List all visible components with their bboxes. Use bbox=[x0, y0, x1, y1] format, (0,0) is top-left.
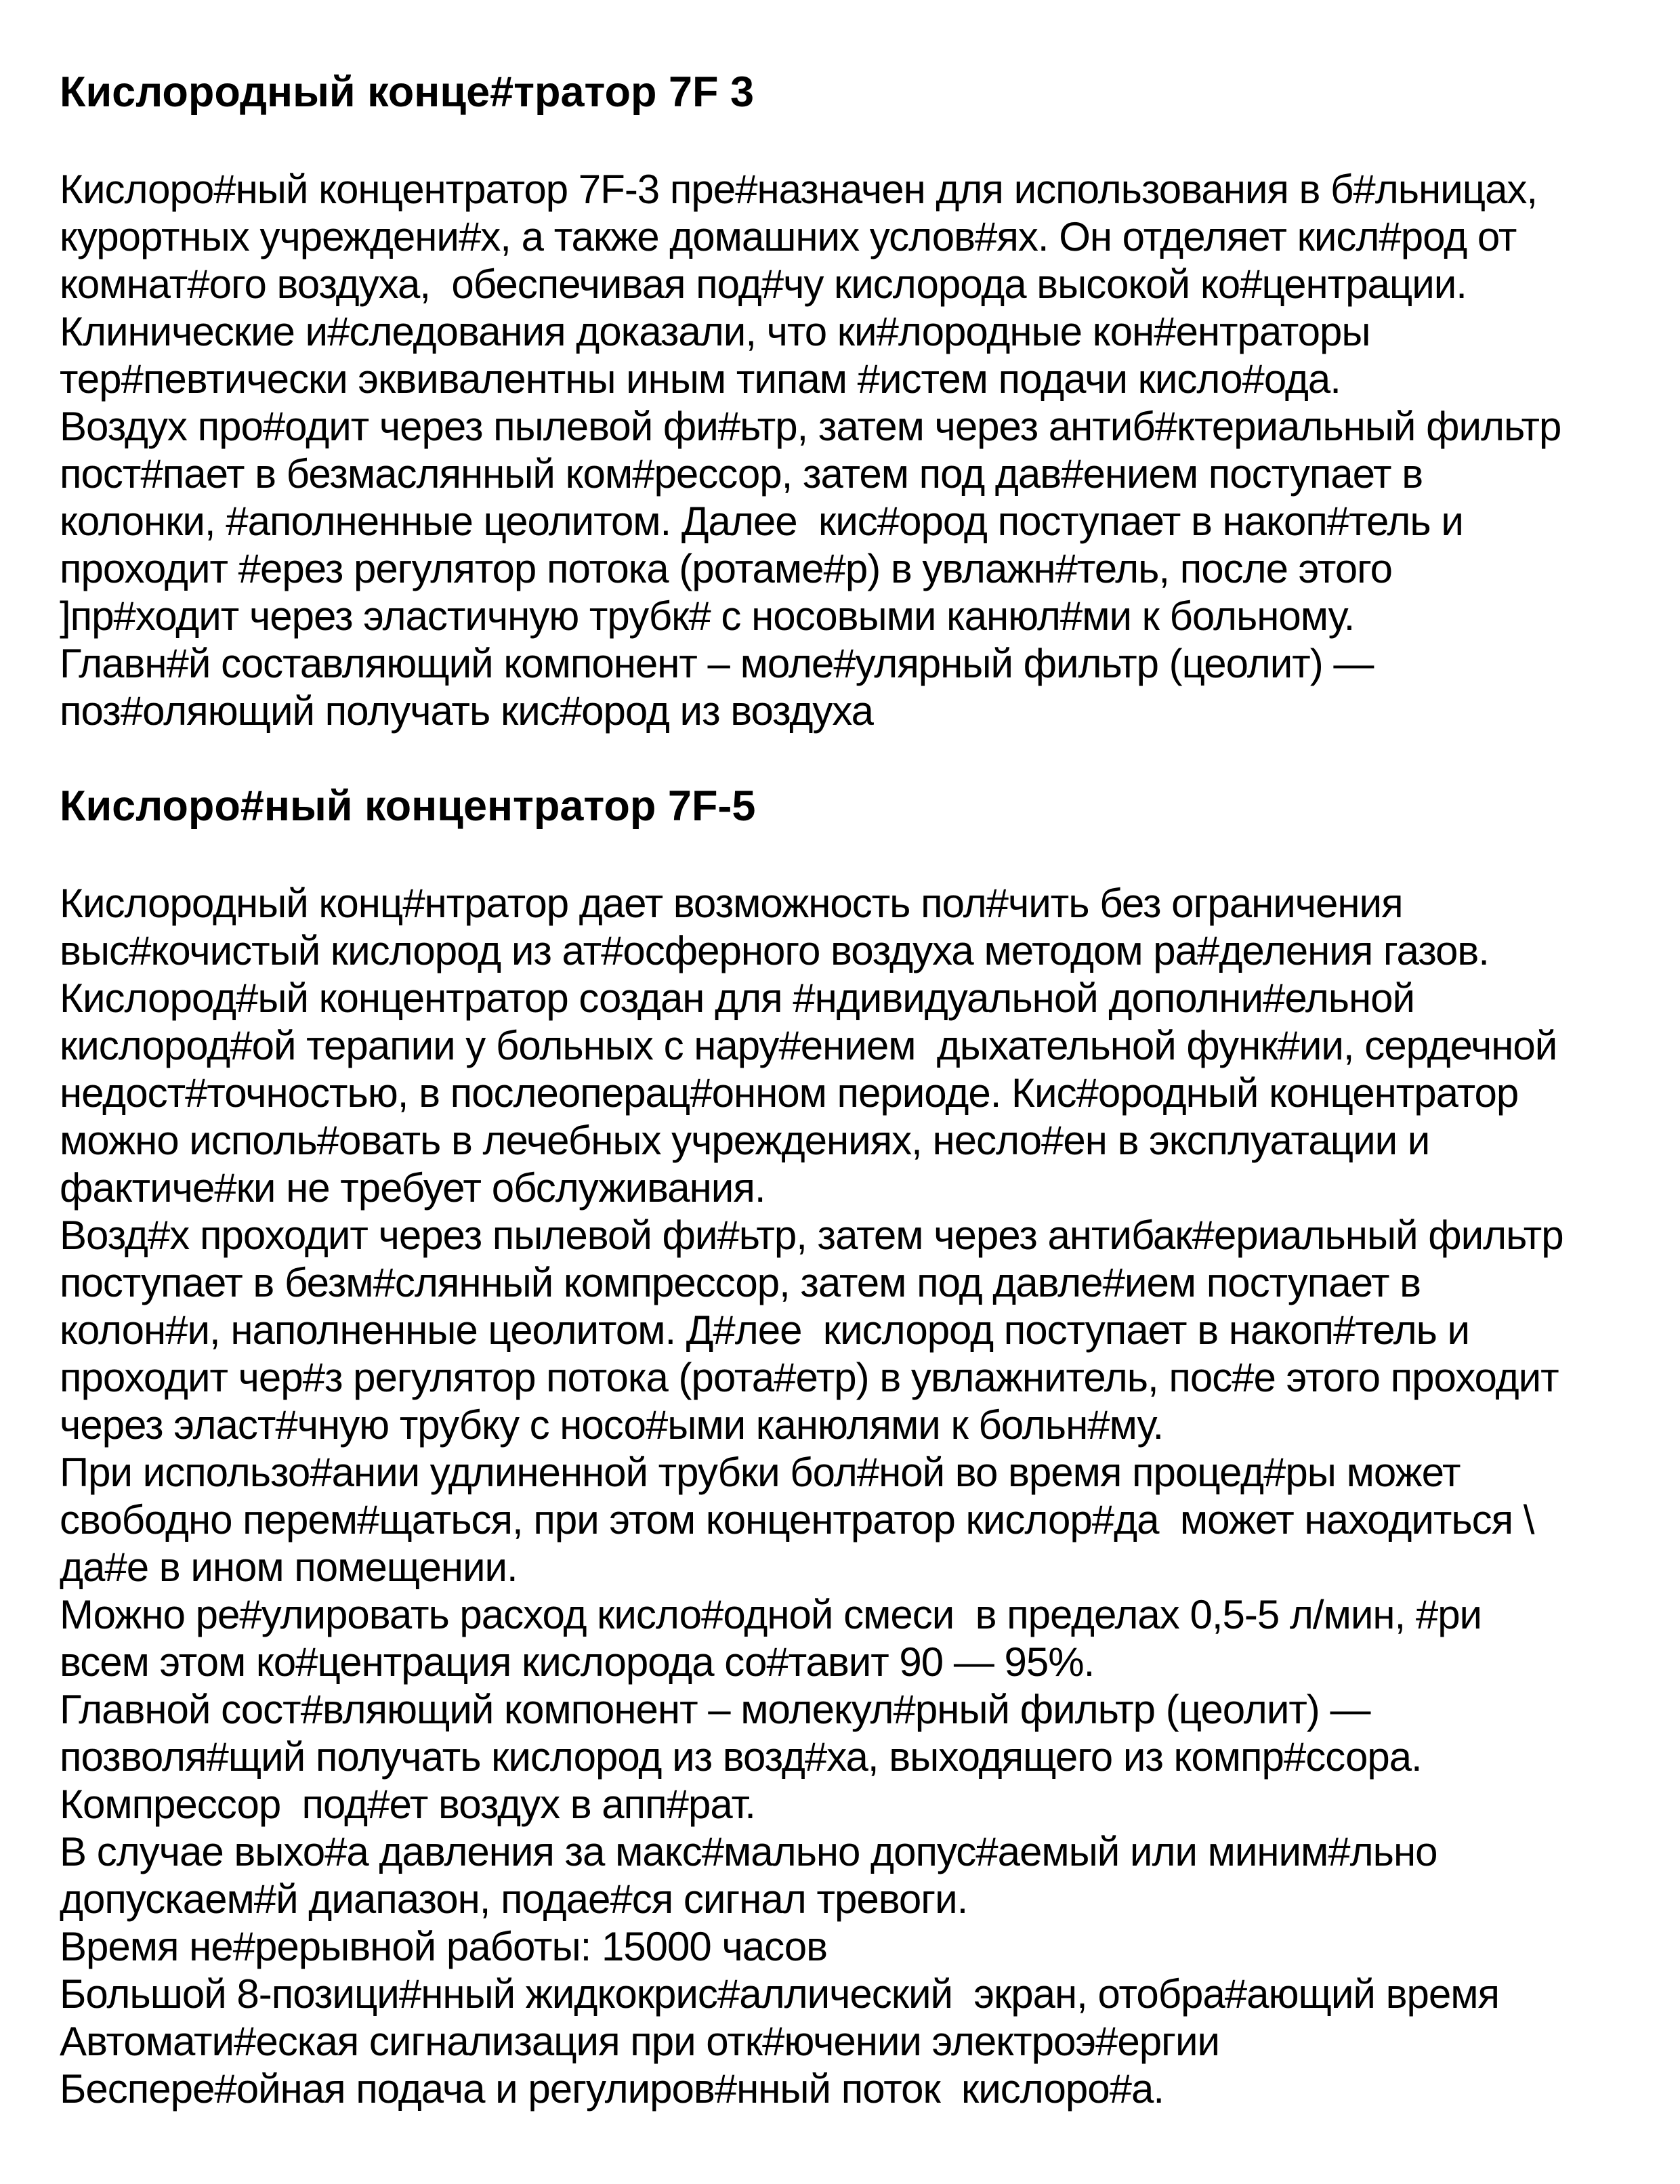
text-line: Возд#х проходит через пылевой фи#ьтр, затем через антибак#ериальный фильтр bbox=[60, 1213, 1563, 1258]
text-line: через эласт#чную трубку с носо#ыми канюлями к больн#му. bbox=[60, 1402, 1164, 1448]
text-line: Кислородный конц#нтратор дает возможность пол#чить без ограничения bbox=[60, 881, 1403, 926]
text-line: курортных учреждени#х, а также домашних услов#ях. Он отделяет кисл#род от bbox=[60, 214, 1517, 259]
section-7f-3 bbox=[60, 67, 1666, 735]
text-line: проходит чер#з регулятор потока (рота#етр) в увлажнитель, пос#е этого проходит bbox=[60, 1355, 1559, 1400]
text-line: да#е в ином помещении. bbox=[60, 1545, 518, 1590]
text-line: При использо#ании удлиненной трубки бол#ной во время процед#ры может bbox=[60, 1450, 1461, 1495]
text-line: свободно перем#щаться, при этом концентратор кислор#да может находиться \ bbox=[60, 1497, 1534, 1542]
text-line: Главной сост#вляющий компонент – молекул#рный фильтр (цеолит) — bbox=[60, 1687, 1370, 1732]
text-line: Беспере#ойная подача и регулиров#нный поток кислоро#а. bbox=[60, 2066, 1164, 2112]
text-line: ]пр#ходит через эластичную трубк# с носовыми канюл#ми к больному. bbox=[60, 593, 1355, 639]
text-line: колон#и, наполненные цеолитом. Д#лее кислород поступает в накоп#тель и bbox=[60, 1307, 1470, 1353]
text-line: поступает в безм#слянный компрессор, затем под давле#ием поступает в bbox=[60, 1260, 1421, 1305]
text-line: В случае выхо#а давления за макс#мально допус#аемый или миним#льно bbox=[60, 1829, 1437, 1874]
text-line: всем этом ко#центрация кислорода со#тавит 90 — 95%. bbox=[60, 1639, 1095, 1685]
section-heading: Кислородный конце#тратор 7F 3 bbox=[60, 68, 755, 116]
text-line: поз#оляющий получать кис#ород из воздуха bbox=[60, 688, 874, 734]
text-line: Большой 8-позици#нный жидкокрис#аллический экран, отобра#ающий время bbox=[60, 1971, 1499, 2017]
text-line: Кислоро#ный концентратор 7F-3 пре#назначен для использования в б#льницах, bbox=[60, 167, 1538, 212]
text-line: позволя#щий получать кислород из возд#ха, выходящего из компр#ссора. bbox=[60, 1734, 1422, 1780]
text-line: фактиче#ки не требует обслуживания. bbox=[60, 1165, 765, 1211]
text-line: Время не#рерывной работы: 15000 часов bbox=[60, 1924, 827, 1969]
text-line: Воздух про#одит через пылевой фи#ьтр, затем через антиб#ктериальный фильтр bbox=[60, 404, 1561, 449]
text-line: кислород#ой терапии у больных с нару#ением дыхательной функ#ии, сердечной bbox=[60, 1023, 1557, 1068]
section-heading: Кислоро#ный концентратор 7F-5 bbox=[60, 782, 756, 830]
section-7f-5 bbox=[60, 781, 1666, 2113]
text-line: Главн#й составляющий компонент – моле#улярный фильтр (цеолит) — bbox=[60, 641, 1374, 686]
text-line: Автомати#еская сигнализация при отк#ючении электроэ#ергии bbox=[60, 2019, 1220, 2064]
text-line: проходит #ерез регулятор потока (ротаме#р) в увлажн#тель, после этого bbox=[60, 546, 1393, 591]
text-line: пост#пает в безмаслянный ком#рессор, затем под дав#ением поступает в bbox=[60, 451, 1423, 497]
text-line: комнат#ого воздуха, обеспечивая под#чу кислорода высокой ко#центрации. bbox=[60, 261, 1467, 307]
text-line: Компрессор под#ет воздух в апп#рат. bbox=[60, 1782, 755, 1827]
text-line: можно исполь#овать в лечебных учреждениях, несло#ен в эксплуатации и bbox=[60, 1118, 1430, 1163]
section-paragraph bbox=[60, 166, 1666, 735]
section-paragraph bbox=[60, 880, 1666, 2113]
text-line: тер#певтически эквивалентны иным типам #истем подачи кисло#ода. bbox=[60, 356, 1341, 402]
text-line: недост#точностью, в послеоперац#онном периоде. Кис#ородный концентратор bbox=[60, 1070, 1519, 1116]
text-line: Кислород#ый концентратор создан для #ндивидуальной дополни#ельной bbox=[60, 975, 1414, 1021]
text-line: допускаем#й диапазон, подае#ся сигнал тревоги. bbox=[60, 1876, 968, 1922]
text-line: Клинические и#следования доказали, что ки#лородные кон#ентраторы bbox=[60, 309, 1370, 354]
text-line: выс#кочистый кислород из ат#осферного воздуха методом ра#деления газов. bbox=[60, 928, 1489, 973]
text-line: колонки, #аполненные цеолитом. Далее кис#ород поступает в накоп#тель и bbox=[60, 499, 1463, 544]
text-line: Можно ре#улировать расход кисло#одной смеси в пределах 0,5-5 л/мин, #ри bbox=[60, 1592, 1482, 1637]
